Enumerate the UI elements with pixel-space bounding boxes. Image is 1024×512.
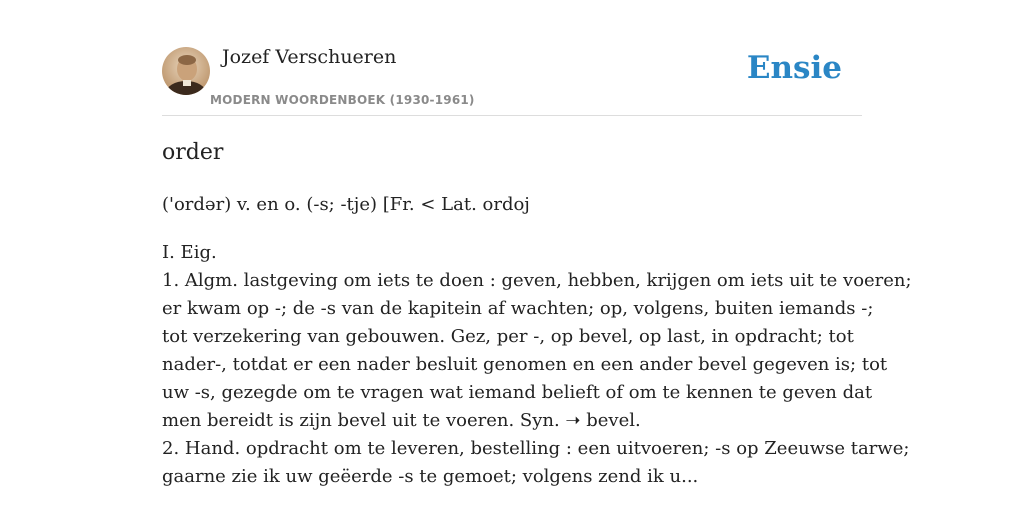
author-avatar[interactable] <box>162 47 210 95</box>
definition-line: 2. Hand. opdracht om te leveren, bestelling : een uitvoeren; -s op Zeeuwse tarwe; <box>162 438 910 459</box>
entry-pronunciation: ('ordər) v. en o. (-s; -tje) [Fr. < Lat. ordoj <box>162 194 530 215</box>
definition-line: gaarne zie ik uw geëerde -s te gemoet; volgens zend ik u... <box>162 466 699 487</box>
definition-line: I. Eig. <box>162 242 217 263</box>
entry-definition <box>162 239 912 491</box>
definition-line: tot verzekering van gebouwen. Gez, per -, op bevel, op last, in opdracht; tot <box>162 326 854 347</box>
definition-line: er kwam op -; de -s van de kapitein af wachten; op, volgens, buiten iemands -; <box>162 298 874 319</box>
header-divider <box>162 115 862 116</box>
entry-card <box>162 0 912 512</box>
definition-line: nader-, totdat er een nader besluit genomen en een ander bevel gegeven is; tot <box>162 354 888 375</box>
source-dictionary: MODERN WOORDENBOEK (1930-1961) <box>210 93 475 107</box>
author-portrait-image <box>162 47 210 95</box>
entry-term: order <box>162 140 224 165</box>
author-name[interactable]: Jozef Verschueren <box>222 46 397 68</box>
definition-line: 1. Algm. lastgeving om iets te doen : geven, hebben, krijgen om iets uit te voeren; <box>162 270 912 291</box>
definition-line: uw -s, gezegde om te vragen wat iemand belieft of om te kennen te geven dat <box>162 382 873 403</box>
definition-line: men bereidt is zijn bevel uit te voeren. Syn. ➝ bevel. <box>162 410 641 431</box>
brand-logo[interactable]: Ensie <box>746 50 842 86</box>
